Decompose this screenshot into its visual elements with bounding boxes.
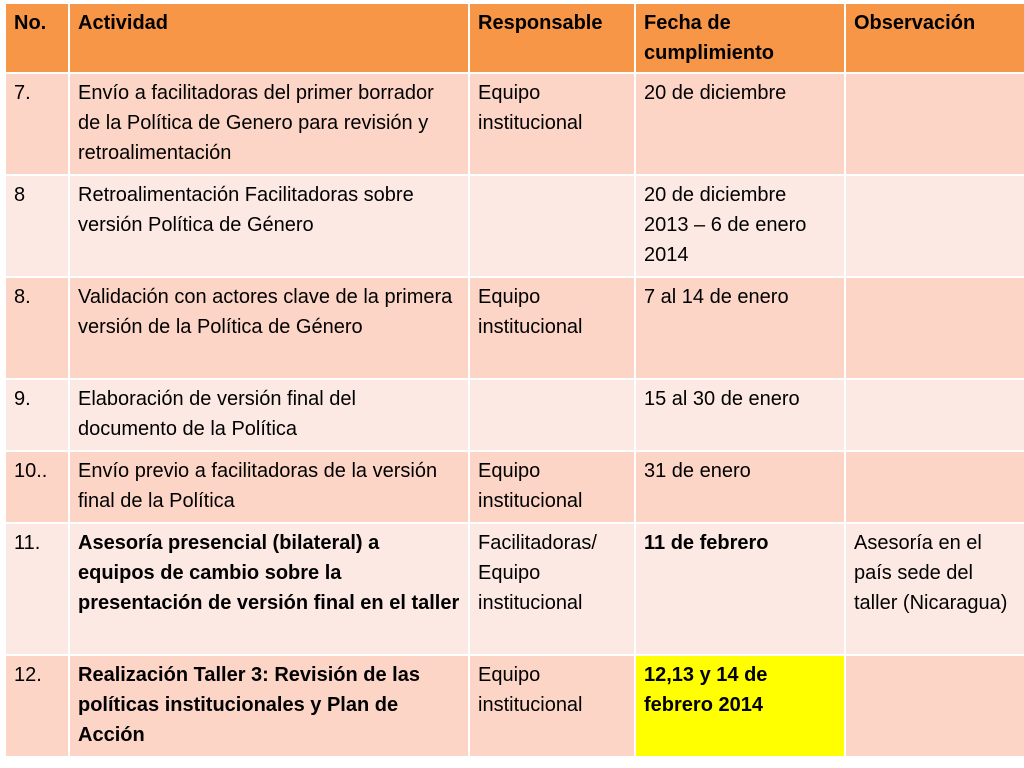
cell-fecha: 20 de diciembre 2013 – 6 de enero 2014 [635, 175, 845, 277]
cell-responsable: Equipo institucional [469, 277, 635, 379]
cell-responsable [469, 379, 635, 451]
header-row [5, 3, 1024, 73]
cell-observacion [845, 451, 1024, 523]
cell-fecha: 31 de enero [635, 451, 845, 523]
cell-observacion [845, 655, 1024, 757]
header-observacion: Observación [845, 3, 1024, 73]
table-row [5, 175, 1024, 277]
table-row [5, 655, 1024, 757]
table-row [5, 379, 1024, 451]
cell-observacion [845, 175, 1024, 277]
cell-no: 10.. [5, 451, 69, 523]
cell-no: 12. [5, 655, 69, 757]
cell-observacion: Asesoría en el país sede del taller (Nicaragua) [845, 523, 1024, 655]
cell-fecha-highlighted: 12,13 y 14 de febrero 2014 [635, 655, 845, 757]
cell-no: 7. [5, 73, 69, 175]
cell-responsable: Facilitadoras/ Equipo institucional [469, 523, 635, 655]
cell-fecha: 20 de diciembre [635, 73, 845, 175]
cell-fecha: 7 al 14 de enero [635, 277, 845, 379]
header-no: No. [5, 3, 69, 73]
cell-responsable: Equipo institucional [469, 73, 635, 175]
table-row [5, 451, 1024, 523]
cell-observacion [845, 73, 1024, 175]
cell-actividad: Validación con actores clave de la primera versión de la Política de Género [69, 277, 469, 379]
table-row [5, 277, 1024, 379]
cell-actividad: Realización Taller 3: Revisión de las políticas institucionales y Plan de Acción [69, 655, 469, 757]
cell-responsable: Equipo institucional [469, 655, 635, 757]
cell-no: 8. [5, 277, 69, 379]
table-row [5, 523, 1024, 655]
cell-fecha: 15 al 30 de enero [635, 379, 845, 451]
cell-no: 9. [5, 379, 69, 451]
cell-actividad: Envío previo a facilitadoras de la versión final de la Política [69, 451, 469, 523]
cell-observacion [845, 277, 1024, 379]
cell-actividad: Envío a facilitadoras del primer borrador de la Política de Genero para revisión y retroalimentación [69, 73, 469, 175]
cell-actividad: Elaboración de versión final del documento de la Política [69, 379, 469, 451]
cell-actividad: Retroalimentación Facilitadoras sobre versión Política de Género [69, 175, 469, 277]
cell-responsable: Equipo institucional [469, 451, 635, 523]
cell-responsable [469, 175, 635, 277]
cell-no: 8 [5, 175, 69, 277]
cell-actividad: Asesoría presencial (bilateral) a equipos de cambio sobre la presentación de versión final en el taller [69, 523, 469, 655]
header-fecha: Fecha de cumplimiento [635, 3, 845, 73]
cell-fecha-highlighted: 11 de febrero [635, 523, 845, 655]
cell-observacion [845, 379, 1024, 451]
header-actividad: Actividad [69, 3, 469, 73]
schedule-table [4, 2, 1024, 758]
table-row [5, 73, 1024, 175]
cell-no: 11. [5, 523, 69, 655]
header-responsable: Responsable [469, 3, 635, 73]
